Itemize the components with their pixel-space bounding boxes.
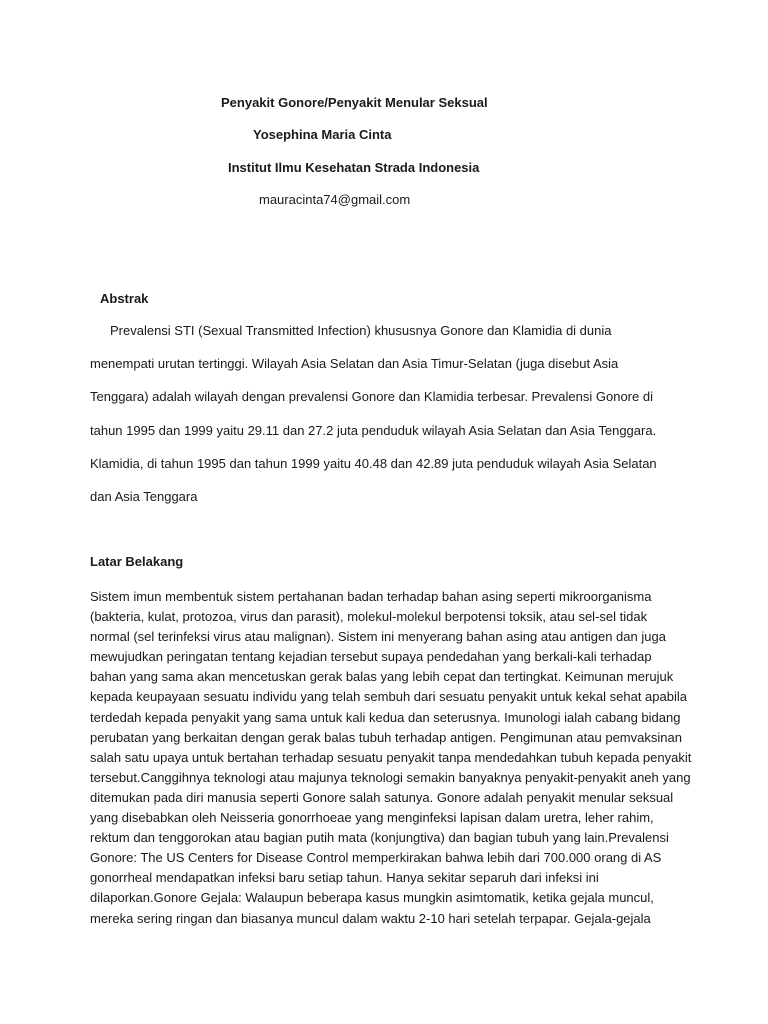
author-name: Yosephina Maria Cinta	[253, 127, 392, 142]
abstract-line: Klamidia, di tahun 1995 dan tahun 1999 yaitu 40.48 dan 42.89 juta penduduk wilayah Asia Selatan	[90, 456, 657, 471]
background-line: dilaporkan.Gonore Gejala: Walaupun beberapa kasus mungkin asimtomatik, ketika gejala muncul,	[90, 890, 654, 906]
abstract-heading: Abstrak	[100, 291, 149, 306]
abstract-line: dan Asia Tenggara	[90, 489, 198, 504]
author-email: mauracinta74@gmail.com	[259, 192, 411, 207]
background-line: (bakteria, kulat, protozoa, virus dan parasit), molekul-molekul berpotensi toksik, atau sel-sel tidak	[90, 609, 648, 625]
background-line: mereka sering ringan dan biasanya muncul dalam waktu 2-10 hari setelah terpapar. Gejala-gejala	[90, 910, 651, 926]
abstract-line: tahun 1995 dan 1999 yaitu 29.11 dan 27.2 juta penduduk wilayah Asia Selatan dan Asia Tenggara.	[90, 423, 657, 438]
background-line: normal (sel terinfeksi virus atau malignan). Sistem ini menyerang bahan asing atau antigen dan juga	[90, 629, 666, 645]
paper-title: Penyakit Gonore/Penyakit Menular Seksual	[221, 95, 488, 110]
background-line: bahan yang sama akan mencetuskan gerak balas yang lebih cepat dan tertingkat. Keimunan merujuk	[90, 669, 674, 685]
background-line: gonorrheal mendapatkan infeksi baru setiap tahun. Hanya sekitar separuh dari infeksi ini	[90, 870, 599, 886]
background-line: rektum dan tenggorokan atau bagian putih mata (konjungtiva) dan bagian tubuh yang lain.Prevalensi	[90, 830, 669, 846]
abstract-line: menempati urutan tertinggi. Wilayah Asia Selatan dan Asia Timur-Selatan (juga disebut Asia	[90, 356, 619, 371]
background-line: yang disebabkan oleh Neisseria gonorrhoeae yang menginfeksi lapisan dalam uretra, leher rahim,	[90, 810, 654, 826]
background-line: Gonore: The US Centers for Disease Control memperkirakan bahwa lebih dari 700.000 orang di AS	[90, 850, 662, 866]
background-heading: Latar Belakang	[90, 554, 184, 569]
background-line: salah satu upaya untuk bertahan terhadap sesuatu penyakit tanpa mendedahkan tubuh kepada penyakit	[90, 749, 692, 765]
abstract-line: Tenggara) adalah wilayah dengan prevalensi Gonore dan Klamidia terbesar. Prevalensi Gonore di	[90, 389, 653, 404]
background-body	[90, 587, 690, 929]
background-line: kepada keupayaan sesuatu individu yang telah sembuh dari sesuatu penyakit untuk kekal sehat apabila	[90, 689, 687, 705]
author-institution: Institut Ilmu Kesehatan Strada Indonesia	[228, 160, 480, 175]
background-line: perubatan yang berkaitan dengan gerak balas tubuh terhadap antigen. Pengimunan atau pemvaksinan	[90, 729, 682, 745]
abstract-line: Prevalensi STI (Sexual Transmitted Infection) khususnya Gonore dan Klamidia di dunia	[110, 323, 612, 338]
background-line: mewujudkan peringatan tentang kejadian tersebut supaya pendedahan yang berkali-kali terhadap	[90, 649, 652, 665]
background-line: ditemukan pada diri manusia seperti Gonore salah satunya. Gonore adalah penyakit menular seksual	[90, 789, 674, 805]
background-line: Sistem imun membentuk sistem pertahanan badan terhadap bahan asing seperti mikroorganisma	[90, 589, 652, 604]
background-line: tersebut.Canggihnya teknologi atau majunya teknologi semakin banyaknya penyakit-penyakit aneh yang	[90, 769, 691, 785]
background-line: terdedah kepada penyakit yang sama untuk kali kedua dan seterusnya. Imunologi ialah cabang bidang	[90, 709, 681, 725]
